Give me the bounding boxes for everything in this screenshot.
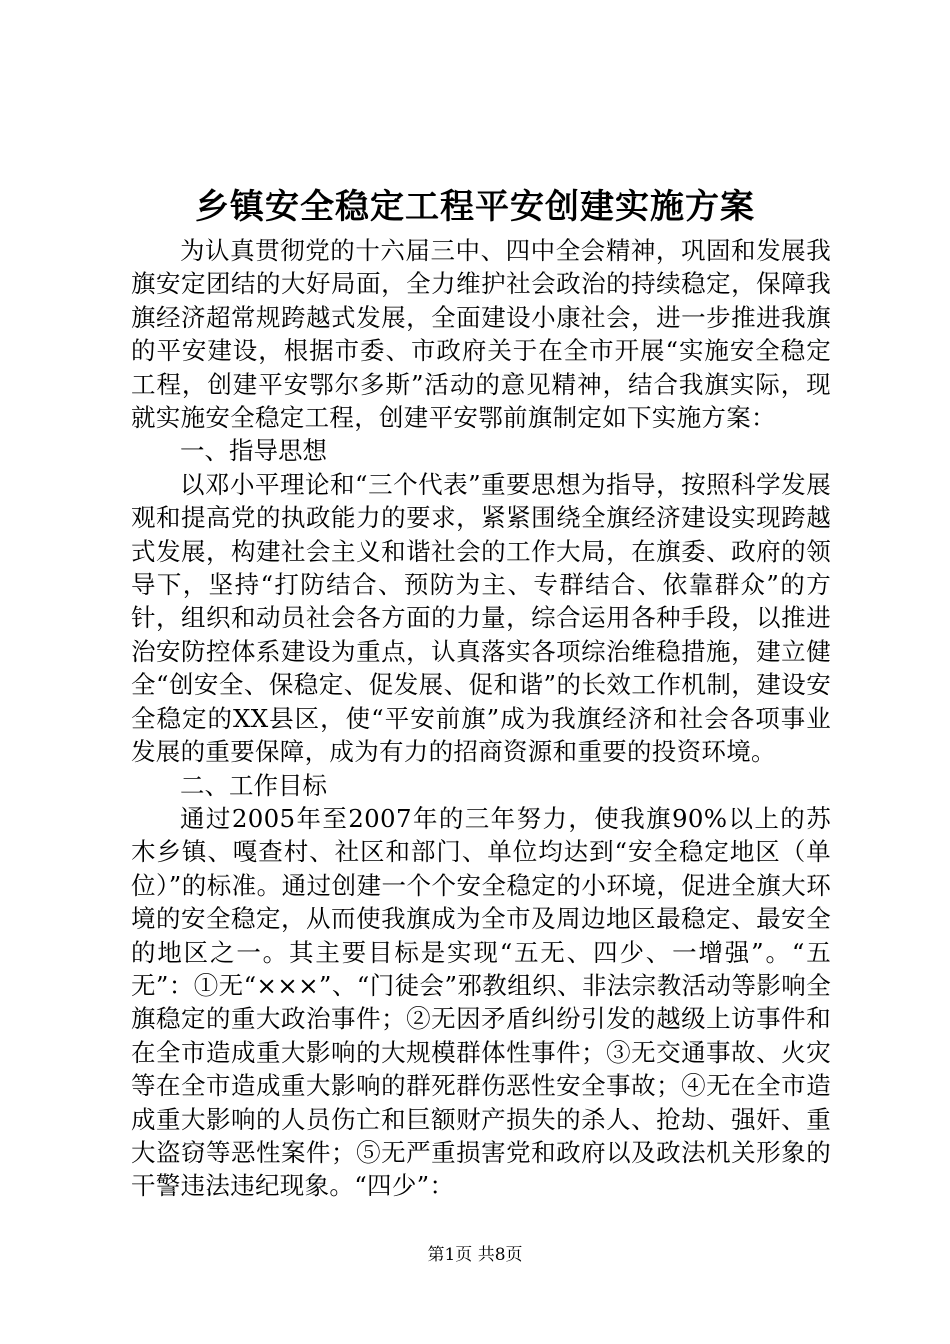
section-heading-work-goals: 二、工作目标	[180, 770, 327, 800]
page-footer: 第1页 共8页	[427, 1245, 523, 1265]
work-goals-paragraph: 通过2005年至2007年的三年努力，使我旗90%以上的苏木乡镇、嘎查村、社区和部门、单位均达到“安全稳定地区（单位）”的标准。通过创建一个个安全稳定的小环境，促进全旗大环境的安全稳定，从而使我旗成为全市及周边地区最稳定、最安全的地区之一。其主要目标是实现“五无、四少、一增强”。“五无”：①无“×××”、“门徒会”邪教组织、非法宗教活动等影响全旗稳定的重大政治事件；②无因矛盾纠纷引发的越级上访事件和在全市造成重大影响的大规模群体性事件；③无交通事故、火灾等在全市造成重大影响的群死群伤恶性安全事故；④无在全市造成重大影响的人员伤亡和巨额财产损失的杀人、抢劫、强奸、重大盗窃等恶性案件；⑤无严重损害党和政府以及政法机关形象的干警违法违纪现象。“四少”：	[131, 803, 831, 1201]
guiding-thought-paragraph: 以邓小平理论和“三个代表”重要思想为指导，按照科学发展观和提高党的执政能力的要求，紧紧围绕全旗经济建设实现跨越式发展，构建社会主义和谐社会的工作大局，在旗委、政府的领导下，坚持“打防结合、预防为主、专群结合、依靠群众”的方针，组织和动员社会各方面的力量，综合运用各种手段，以推进治安防控体系建设为重点，认真落实各项综治维稳措施，建立健全“创安全、保稳定、促发展、促和谐”的长效工作机制，建设安全稳定的XX县区，使“平安前旗”成为我旗经济和社会各项事业发展的重要保障，成为有力的招商资源和重要的投资环境。	[131, 469, 831, 767]
document-title: 乡镇安全稳定工程平安创建实施方案	[195, 187, 755, 227]
section-heading-guiding-thought: 一、指导思想	[180, 436, 327, 466]
intro-paragraph: 为认真贯彻党的十六届三中、四中全会精神，巩固和发展我旗安定团结的大好局面，全力维护社会政治的持续稳定，保障我旗经济超常规跨越式发展，全面建设小康社会，进一步推进我旗的平安建设，根据市委、市政府关于在全市开展“实施安全稳定工程，创建平安鄂尔多斯”活动的意见精神，结合我旗实际，现就实施安全稳定工程，创建平安鄂前旗制定如下实施方案：	[131, 236, 832, 433]
document-body	[131, 234, 831, 1203]
